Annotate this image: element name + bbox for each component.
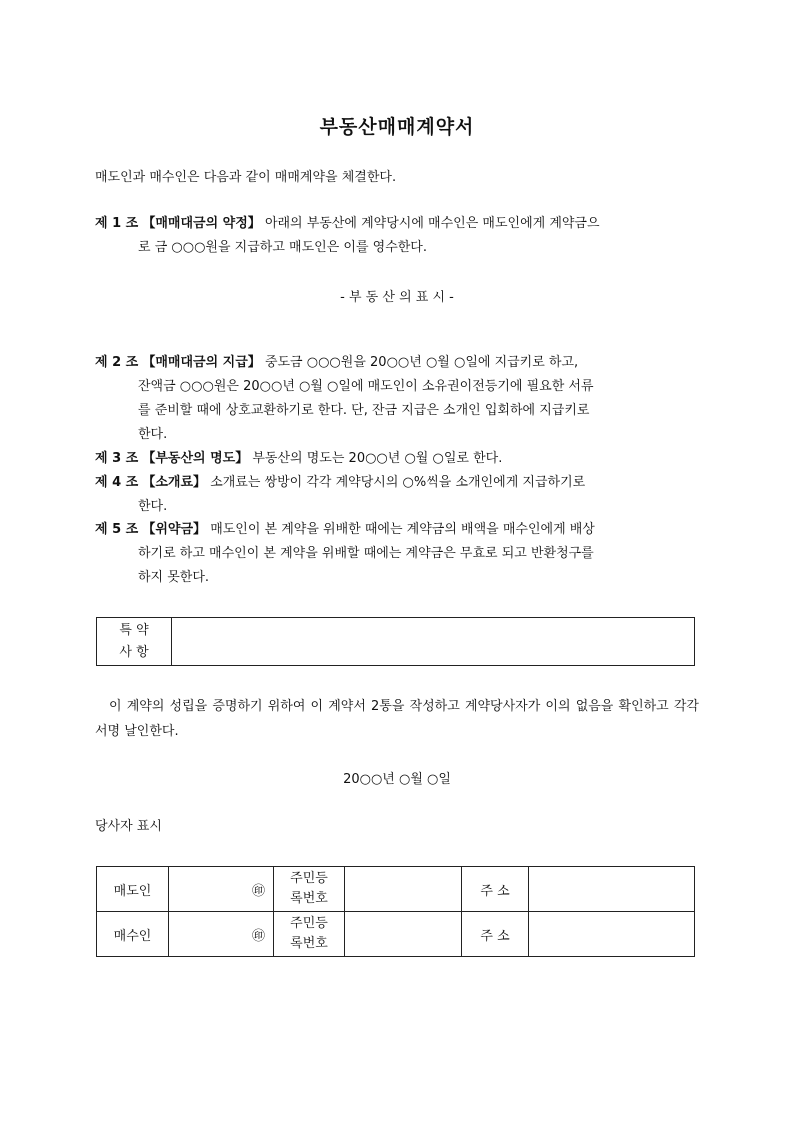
article-text: 중도금 ○○○원을 20○○년 ○월 ○일에 지급키로 하고,: [264, 355, 579, 370]
id-number-label: [274, 912, 345, 957]
article-text: 하기로 하고 매수인이 본 계약을 위배할 때에는 계약금은 무효로 되고 반환청구를: [138, 546, 594, 561]
closing-statement: 이 계약의 성립을 증명하기 위하여 이 계약서 2통을 작성하고 계약당사자가 이의 없음을 확인하고 각각 서명 날인한다.: [95, 699, 699, 739]
seller-id-field[interactable]: [345, 867, 462, 912]
article-text: 를 준비할 때에 상호교환하기로 한다. 단, 잔금 지급은 소개인 입회하에 지급키로: [138, 403, 590, 418]
seller-row: [97, 867, 695, 912]
article-heading: 【매매대금의 약정】: [142, 216, 261, 231]
article-text: 매도인이 본 계약을 위배한 때에는 계약금의 배액을 매수인에게 배상: [210, 522, 595, 537]
article-text: 소개료는 쌍방이 각각 계약당시의 ○%씩을 소개인에게 지급하기로: [210, 475, 586, 490]
article-1: [95, 212, 699, 260]
article-4: [95, 471, 699, 519]
buyer-seal[interactable]: ㊞: [169, 912, 274, 957]
address-label: 주 소: [462, 867, 529, 912]
article-5: [95, 518, 699, 590]
article-number: 제 3 조: [95, 451, 139, 466]
article-2: [95, 351, 699, 447]
buyer-address-field[interactable]: [529, 912, 695, 957]
article-text: 부동산의 명도는 20○○년 ○월 ○일로 한다.: [252, 451, 503, 466]
special-terms-label-line: 사 항: [119, 644, 149, 660]
article-number: 제 2 조: [95, 355, 139, 370]
seller-seal[interactable]: ㊞: [169, 867, 274, 912]
contract-date: 20○○년 ○월 ○일: [343, 772, 451, 787]
article-heading: 【위약금】: [142, 522, 207, 537]
article-number: 제 5 조: [95, 522, 139, 537]
parties-heading: 당사자 표시: [95, 819, 162, 834]
document-title: 부동산매매계약서: [319, 116, 475, 138]
address-label: 주 소: [462, 912, 529, 957]
article-heading: 【부동산의 명도】: [142, 451, 249, 466]
article-heading: 【소개료】: [142, 475, 207, 490]
special-terms-table: [96, 617, 695, 666]
article-number: 제 1 조: [95, 216, 139, 231]
parties-table: [96, 866, 695, 957]
buyer-label: 매수인: [97, 912, 169, 957]
article-3: [95, 447, 699, 471]
id-label-line: 주민등: [290, 871, 328, 886]
id-label-line: 주민등: [290, 916, 328, 931]
id-label-line: 록번호: [290, 936, 328, 951]
buyer-row: [97, 912, 695, 957]
intro-text: 매도인과 매수인은 다음과 같이 매매계약을 체결한다.: [95, 170, 397, 185]
id-number-label: [274, 867, 345, 912]
article-text: 한다.: [138, 499, 168, 514]
id-label-line: 록번호: [290, 891, 328, 906]
article-text: 아래의 부동산에 계약당시에 매수인은 매도인에게 계약금으: [264, 216, 600, 231]
seller-address-field[interactable]: [529, 867, 695, 912]
article-text: 로 금 ○○○원을 지급하고 매도인은 이를 영수한다.: [138, 240, 428, 255]
article-text: 하지 못한다.: [138, 570, 210, 585]
special-terms-label-line: 특 약: [119, 622, 149, 638]
article-number: 제 4 조: [95, 475, 139, 490]
article-heading: 【매매대금의 지급】: [142, 355, 261, 370]
article-text: 한다.: [138, 427, 168, 442]
article-text: 잔액금 ○○○원은 20○○년 ○월 ○일에 매도인이 소유권이전등기에 필요한 서류: [138, 379, 594, 394]
property-heading: - 부 동 산 의 표 시 -: [340, 290, 454, 305]
buyer-id-field[interactable]: [345, 912, 462, 957]
special-terms-content[interactable]: [172, 618, 695, 666]
special-terms-label: [97, 618, 172, 666]
seller-label: 매도인: [97, 867, 169, 912]
